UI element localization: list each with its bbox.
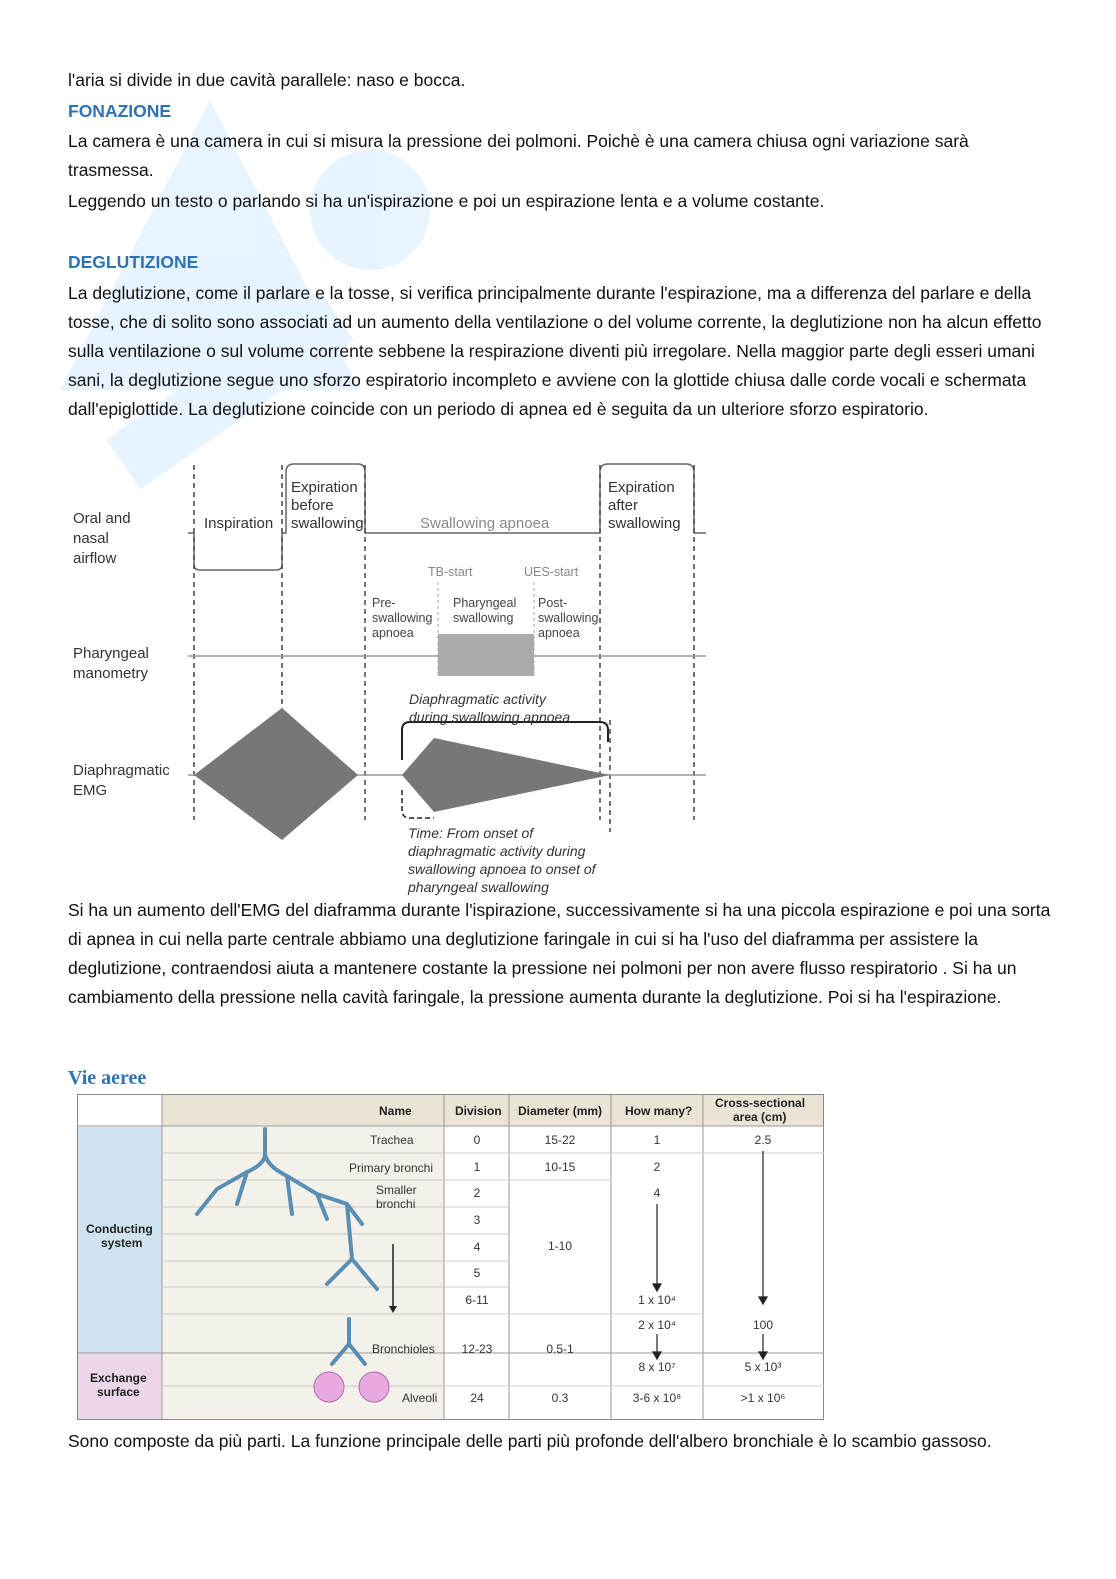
col-header-name: Name xyxy=(379,1104,412,1118)
svg-text:before: before xyxy=(291,497,334,514)
paragraph-fonazione-1: La camera è una camera in cui si misura la pressione dei polmoni. Poichè è una camera chiusa ogni variazione sarà trasmessa. xyxy=(68,131,969,180)
svg-text:Pharyngeal: Pharyngeal xyxy=(453,596,517,610)
svg-text:Diaphragmatic activity: Diaphragmatic activity xyxy=(409,691,546,707)
svg-text:Expiration: Expiration xyxy=(291,479,358,496)
svg-text:1-10: 1-10 xyxy=(547,1239,573,1253)
phase-expiration-before xyxy=(291,479,364,532)
phase-swallowing-apnoea: Swallowing apnoea xyxy=(420,515,550,532)
svg-text:diaphragmatic activity during: diaphragmatic activity during xyxy=(408,843,586,859)
svg-text:15-22: 15-22 xyxy=(544,1133,576,1147)
svg-text:1 x 10⁴: 1 x 10⁴ xyxy=(638,1293,676,1307)
svg-text:100: 100 xyxy=(752,1318,774,1332)
pharyngeal-pressure-block xyxy=(438,634,534,676)
svg-text:EMG: EMG xyxy=(73,782,108,799)
svg-text:Smaller: Smaller xyxy=(376,1183,417,1197)
col-header-division: Division xyxy=(455,1104,502,1118)
svg-text:during swallowing apnoea: during swallowing apnoea xyxy=(409,709,571,725)
svg-text:Expiration: Expiration xyxy=(608,479,675,496)
svg-text:swallowing: swallowing xyxy=(291,515,364,532)
emg-swallow-burst xyxy=(402,738,434,812)
svg-text:manometry: manometry xyxy=(73,665,149,682)
svg-text:0.5-1: 0.5-1 xyxy=(546,1342,574,1356)
paragraph-intro: l'aria si divide in due cavità parallele: naso e bocca. xyxy=(68,70,466,90)
svg-text:5: 5 xyxy=(473,1266,481,1280)
phase-expiration-after xyxy=(608,479,681,532)
airway-table xyxy=(77,1094,825,1422)
svg-text:10-15: 10-15 xyxy=(544,1160,576,1174)
svg-text:>1 x 10⁶: >1 x 10⁶ xyxy=(740,1391,786,1405)
svg-text:Oral and: Oral and xyxy=(73,510,131,527)
svg-text:swallowing: swallowing xyxy=(453,611,514,625)
name-trachea: Trachea xyxy=(370,1133,414,1147)
svg-text:1: 1 xyxy=(653,1133,661,1147)
subphase-post xyxy=(538,596,598,640)
annotation-diaphragm-activity xyxy=(409,691,570,725)
col-header-diameter: Diameter (mm) xyxy=(518,1104,603,1118)
svg-text:swallowing: swallowing xyxy=(608,515,681,532)
svg-text:Cross-sectional: Cross-sectional xyxy=(715,1096,806,1110)
paragraph-vie-aeree: Sono composte da più parti. La funzione principale delle parti più profonde dell'albero bronchiale è lo scambio gassoso. xyxy=(68,1431,992,1451)
svg-text:1: 1 xyxy=(473,1160,481,1174)
svg-text:12-23: 12-23 xyxy=(461,1342,493,1356)
svg-text:apnoea: apnoea xyxy=(538,626,580,640)
svg-text:Pre-: Pre- xyxy=(372,596,396,610)
svg-text:swallowing: swallowing xyxy=(538,611,599,625)
subphase-pharyngeal xyxy=(453,596,516,625)
marker-ues-start: UES-start xyxy=(524,565,579,579)
svg-text:surface: surface xyxy=(97,1385,140,1399)
marker-tb-start: TB-start xyxy=(428,565,473,579)
label-exchange-surface xyxy=(90,1371,147,1399)
svg-text:2: 2 xyxy=(653,1160,661,1174)
svg-text:2 x 10⁴: 2 x 10⁴ xyxy=(638,1318,676,1332)
name-smaller-bronchi xyxy=(376,1183,417,1211)
svg-text:3: 3 xyxy=(473,1213,481,1227)
svg-text:2: 2 xyxy=(473,1186,481,1200)
svg-text:pharyngeal swallowing: pharyngeal swallowing xyxy=(408,879,549,895)
svg-text:Time: From onset of: Time: From onset of xyxy=(408,825,534,841)
paragraph-deglutizione: La deglutizione, come il parlare e la tosse, si verifica principalmente durante l'espirazione, ma a differenza del parlare e della tosse, che di solito sono associati ad un aumento della ventilazione o del volume corrente, la deglutizione non ha alcun effetto sulla ventilazione o sul volume corrente sebbene la respirazione diventi più irregolare. Nella maggior parte degli esseri umani sani, la deglutizione segue uno sforzo espiratorio incompleto e avviene con la glottide chiusa dalle corde vocali e schermata dall'epiglottide. La deglutizione coincide con un periodo di apnea ed è seguita da un ulteriore sforzo espiratorio. xyxy=(68,283,1042,419)
svg-text:24: 24 xyxy=(470,1391,484,1405)
heading-deglutizione: DEGLUTIZIONE xyxy=(68,252,199,272)
svg-text:Pharyngeal: Pharyngeal xyxy=(73,645,149,662)
svg-text:airflow: airflow xyxy=(73,550,117,567)
phase-inspiration: Inspiration xyxy=(204,515,274,532)
paragraph-emg-explanation: Si ha un aumento dell'EMG del diaframma durante l'ispirazione, successivamente si ha una piccola espirazione e poi una sorta di apnea in cui nella parte centrale abbiamo una deglutizione faringale in cui si ha l'uso del diaframma per assistere la deglutizione, contraendosi aiuta a mantenere costante la pressione nei polmoni per non avere flusso respiratorio . Si ha un cambiamento della pressione nella cavità faringale, la pressione aumenta durante la deglutizione. Poi si ha l'espirazione. xyxy=(68,900,1051,1007)
svg-text:swallowing apnoea to onset of: swallowing apnoea to onset of xyxy=(408,861,596,877)
svg-text:2.5: 2.5 xyxy=(754,1133,772,1147)
svg-text:swallowing: swallowing xyxy=(372,611,433,625)
name-bronchioles: Bronchioles xyxy=(372,1342,435,1356)
name-primary-bronchi: Primary bronchi xyxy=(349,1161,434,1175)
svg-text:system: system xyxy=(101,1236,143,1250)
label-emg xyxy=(73,762,170,799)
col-header-how-many: How many? xyxy=(625,1104,693,1118)
svg-text:4: 4 xyxy=(653,1186,661,1200)
swallowing-figure xyxy=(68,460,718,900)
svg-text:bronchi: bronchi xyxy=(376,1197,416,1211)
subphase-pre xyxy=(372,596,432,640)
emg-inspiration-burst xyxy=(194,708,282,840)
svg-text:5 x 10³: 5 x 10³ xyxy=(744,1360,782,1374)
svg-text:Conducting: Conducting xyxy=(86,1222,153,1236)
svg-text:0.3: 0.3 xyxy=(551,1391,569,1405)
name-alveoli: Alveoli xyxy=(402,1391,438,1405)
label-manometry xyxy=(73,645,149,682)
svg-text:3-6 x 10⁸: 3-6 x 10⁸ xyxy=(632,1391,682,1405)
svg-text:Exchange: Exchange xyxy=(90,1371,147,1385)
svg-text:nasal: nasal xyxy=(73,530,109,547)
svg-text:6-11: 6-11 xyxy=(465,1293,489,1307)
svg-text:0: 0 xyxy=(473,1133,481,1147)
svg-text:area (cm): area (cm) xyxy=(733,1110,787,1124)
annotation-time-note xyxy=(407,825,598,895)
svg-text:8 x 10⁷: 8 x 10⁷ xyxy=(638,1360,676,1374)
svg-text:Diaphragmatic: Diaphragmatic xyxy=(73,762,170,779)
heading-vie-aeree: Vie aeree xyxy=(68,1067,147,1089)
svg-text:after: after xyxy=(608,497,639,514)
svg-text:4: 4 xyxy=(473,1240,481,1254)
paragraph-fonazione-2: Leggendo un testo o parlando si ha un'ispirazione e poi un espirazione lenta e a volume costante. xyxy=(68,191,825,211)
svg-text:apnoea: apnoea xyxy=(372,626,414,640)
heading-fonazione: FONAZIONE xyxy=(68,101,172,121)
svg-text:Post-: Post- xyxy=(538,596,568,610)
label-airflow xyxy=(73,510,131,567)
